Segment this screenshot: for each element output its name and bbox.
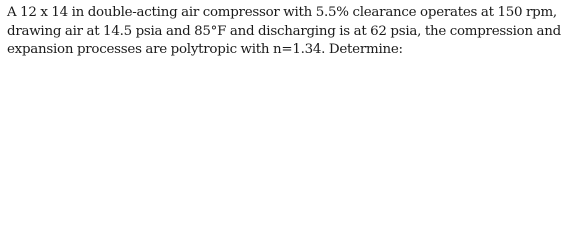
problem-statement xyxy=(7,4,581,60)
problem-line-1: A 12 x 14 in double-acting air compressor with 5.5% clearance operates at 150 rpm, xyxy=(7,5,557,20)
problem-line-2: drawing air at 14.5 psia and 85°F and discharging is at 62 psia, the compression and xyxy=(7,23,561,39)
problem-line-3: expansion processes are polytropic with n=1.34. Determine: xyxy=(7,42,403,57)
